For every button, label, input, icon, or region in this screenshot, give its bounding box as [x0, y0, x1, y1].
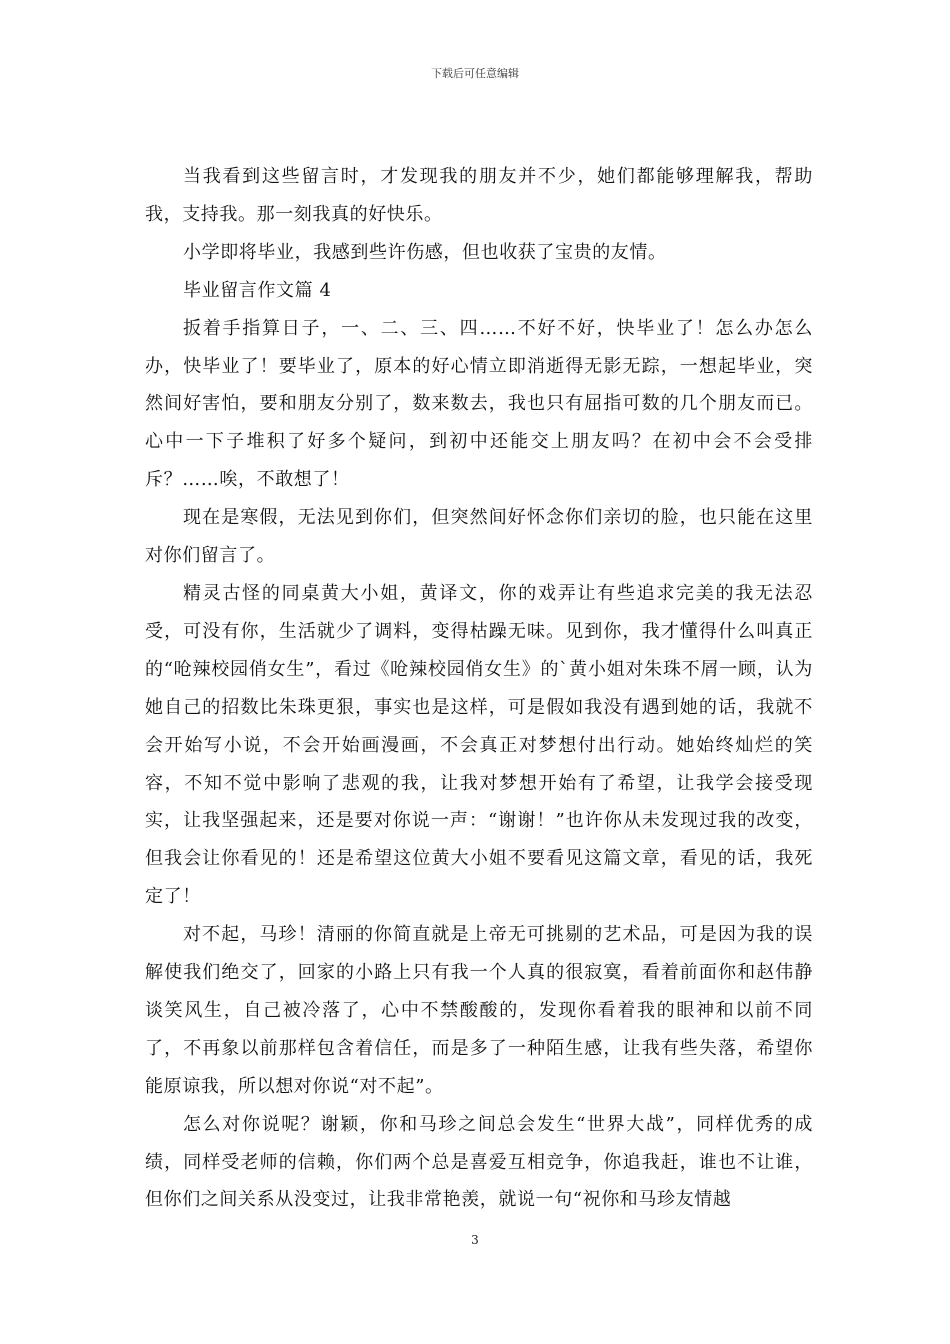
paragraph: 对不起，马珍！清丽的你简直就是上帝无可挑剔的艺术品，可是因为我的误解使我们绝交了，回家的小路上只有我一个人真的很寂寞，看着前面你和赵伟静谈笑风生，自己被冷落了，心中不禁酸酸的，发现你看着我的眼神和以前不同了，不再象以前那样包含着信任，而是多了一种陌生感，让我有些失落，希望你能原谅我，所以想对你说“对不起”。 [145, 924, 813, 1097]
paragraph: 当我看到这些留言时，才发现我的朋友并不少，她们都能够理解我，帮助我，支持我。那一刻我真的好快乐。 [145, 166, 813, 225]
paragraph: 现在是寒假，无法见到你们，但突然间好怀念你们亲切的脸，也只能在这里对你们留言了。 [145, 507, 813, 567]
paragraph: 怎么对你说呢？谢颖，你和马珍之间总会发生“世界大战”，同样优秀的成绩，同样受老师的信赖，你们两个总是喜爱互相竞争，你追我赶，谁也不让谁，但你们之间关系从没变过，让我非常艳羡，就说一句“祝你和马珍友情越 [145, 1113, 813, 1211]
paragraph: 小学即将毕业，我感到些许伤感，但也收获了宝贵的友情。 [183, 241, 667, 263]
page-header: 下载后可任意编辑 [431, 67, 519, 80]
page-number: 3 [471, 1233, 479, 1247]
section-heading: 毕业留言作文篇 4 [183, 279, 332, 301]
paragraph: 扳着手指算日子，一、二、三、四……不好不好，快毕业了！怎么办怎么办，快毕业了！要毕业了，原本的好心情立即消逝得无影无踪，一想起毕业，突然间好害怕，要和朋友分别了，数来数去，我也只有屈指可数的几个朋友而已。心中一下子堆积了好多个疑问，到初中还能交上朋友吗？在初中会不会受排斥？……唉，不敢想了！ [145, 317, 813, 491]
document-body [145, 158, 813, 1219]
paragraph: 精灵古怪的同桌黄大小姐，黄译文，你的戏弄让有些追求完美的我无法忍受，可没有你，生活就少了调料，变得枯躁无味。见到你，我才懂得什么叫真正的“呛辣校园俏女生”，看过《呛辣校园俏女生》的`黄小姐对朱珠不屑一顾，认为她自己的招数比朱珠更狠，事实也是这样，可是假如我没有遇到她的话，我就不会开始写小说，不会开始画漫画，不会真正对梦想付出行动。她始终灿烂的笑容，不知不觉中影响了悲观的我，让我对梦想开始有了希望，让我学会接受现实，让我坚强起来，还是要对你说一声：“谢谢！”也许你从未发现过我的改变，但我会让你看见的！还是希望这位黄大小姐不要看见这篇文章，看见的话，我死定了！ [145, 582, 813, 908]
